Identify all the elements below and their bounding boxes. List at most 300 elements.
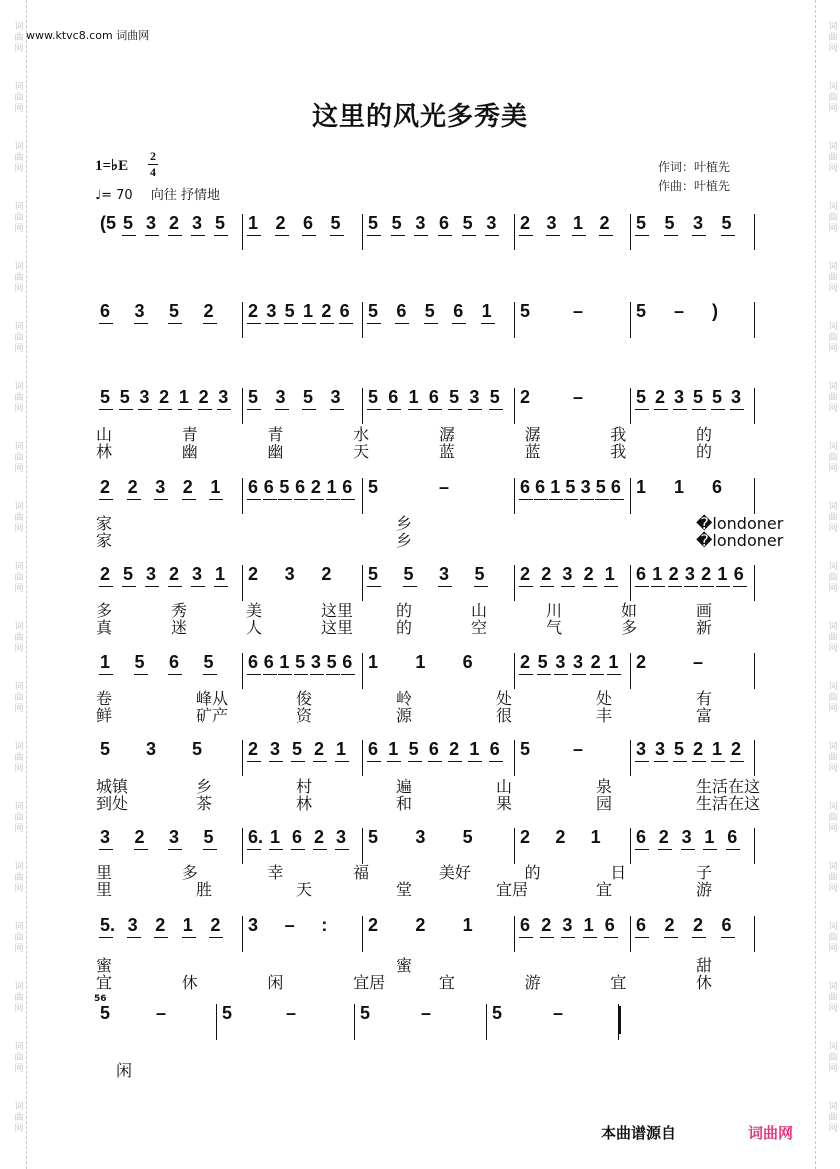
beam-line [265, 323, 279, 324]
note: – [553, 1003, 564, 1023]
note: 3 [439, 564, 450, 584]
beam-line [604, 586, 618, 587]
watermark-glyph: 词 曲 网 [14, 922, 24, 954]
beam-line [599, 235, 613, 236]
note: 2 [198, 387, 209, 407]
lyric-word: 的 [524, 863, 541, 882]
note: 6 [636, 827, 647, 847]
beam-line [673, 761, 687, 762]
lyric-line [96, 531, 784, 552]
beam-line [302, 323, 316, 324]
lyric-word: 堂 [396, 880, 413, 899]
beam-line [198, 409, 212, 410]
lyric-word: 有 [696, 689, 713, 708]
note: 5 [537, 652, 548, 672]
note: 1 [704, 827, 715, 847]
note: 3 [218, 387, 229, 407]
beam-line [534, 499, 548, 500]
beam-line [269, 849, 283, 850]
note: 2 [520, 827, 531, 847]
lyric-line [96, 794, 761, 815]
composer: 作曲：叶植先 [658, 179, 731, 193]
beam-line [326, 499, 340, 500]
beam-line [203, 849, 217, 850]
lyric-word: 富 [696, 706, 713, 725]
note: 5 [192, 739, 203, 759]
beam-line [549, 499, 563, 500]
note: 5 [565, 477, 576, 497]
lyric-word: 游 [696, 880, 713, 899]
note: 3 [681, 827, 692, 847]
beam-line [635, 409, 649, 410]
note: 2 [664, 915, 675, 935]
beam-line [99, 409, 113, 410]
note: 2 [368, 915, 379, 935]
beam-line [489, 409, 503, 410]
beam-line [726, 849, 740, 850]
note: 1 [326, 477, 337, 497]
note: 5 [595, 477, 606, 497]
beam-line [134, 674, 148, 675]
watermark-glyph: 词 曲 网 [828, 1102, 838, 1134]
beam-line [145, 235, 159, 236]
note: 1 [550, 477, 561, 497]
bar-line [514, 214, 515, 250]
note: 2 [127, 477, 138, 497]
note: 2 [275, 213, 286, 233]
watermark-glyph: 词 曲 网 [828, 202, 838, 234]
beam-line [330, 235, 344, 236]
lyric-word: 多 [96, 601, 113, 620]
bar-line [630, 565, 631, 601]
bar-line [514, 653, 515, 689]
watermark-glyph: 词 曲 网 [828, 982, 838, 1014]
note: 6 [462, 652, 473, 672]
bar-line [362, 478, 363, 514]
beam-line [158, 409, 172, 410]
beam-line [635, 235, 649, 236]
beam-line [263, 499, 277, 500]
note: ) [712, 301, 718, 321]
watermark-glyph: 词 曲 网 [828, 802, 838, 834]
beam-line [428, 409, 442, 410]
note: 2 [693, 739, 704, 759]
watermark-glyph: 词 曲 网 [14, 562, 24, 594]
bar-line [362, 388, 363, 424]
note: 3 [146, 564, 157, 584]
note: 2 [693, 915, 704, 935]
beam-line [716, 586, 730, 587]
beam-line [519, 235, 533, 236]
watermark-glyph: 词 曲 网 [14, 262, 24, 294]
lyric-word: 迷 [171, 618, 188, 637]
note: 5 [368, 301, 379, 321]
note: 6 [439, 213, 450, 233]
note: 5 [100, 1003, 111, 1023]
note: 2 [655, 387, 666, 407]
note: 5 [368, 477, 379, 497]
watermark-glyph: 词 曲 网 [14, 442, 24, 474]
lyric-line [96, 619, 756, 639]
note: 5 [295, 652, 306, 672]
note: 1 [415, 652, 426, 672]
stave-system [96, 738, 756, 778]
bar-line [242, 653, 243, 689]
note: 5 [292, 739, 303, 759]
lyric-word: 潺 [438, 425, 455, 444]
beam-line [99, 937, 113, 938]
note: 5 [636, 213, 647, 233]
note: 1 [279, 652, 290, 672]
note: : [321, 915, 328, 935]
beam-line [367, 761, 381, 762]
beam-line [635, 937, 649, 938]
lyric-word: 潺 [524, 425, 541, 444]
lyric-word: 和 [396, 794, 413, 813]
note: 6 [712, 477, 723, 497]
system-marker: 56 [94, 994, 107, 1004]
bar-line [630, 916, 631, 952]
lyric-word: 宜居 [496, 880, 529, 899]
lyric-word: 人 [246, 618, 263, 637]
note: 5 [474, 564, 485, 584]
lyric-word: 日 [610, 863, 627, 882]
lyric-word: 山 [496, 777, 513, 796]
bar-line [514, 388, 515, 424]
watermark-glyph: 词 曲 网 [828, 742, 838, 774]
lyric-word: 的 [696, 442, 713, 461]
note: 5 [449, 387, 460, 407]
beam-line [730, 761, 744, 762]
lyric-word: 乡 [196, 777, 213, 796]
stave-system [96, 476, 756, 516]
note: 3 [270, 739, 281, 759]
bar-line [630, 214, 631, 250]
lyric-word: 乡 [396, 514, 413, 533]
bar-line [242, 478, 243, 514]
stave-system [96, 386, 756, 426]
note: 2 [583, 564, 594, 584]
beam-line [635, 849, 649, 850]
beam-line [341, 674, 355, 675]
beam-line [448, 761, 462, 762]
lyric-word: 蓝 [438, 442, 455, 461]
beam-line [664, 235, 678, 236]
lyric-word: 城镇 [96, 777, 129, 796]
beam-line [684, 586, 698, 587]
lyric-word: 甜 [696, 956, 713, 975]
note: 3 [266, 301, 277, 321]
beam-line [681, 849, 695, 850]
note: 6 [248, 652, 259, 672]
note: 3 [336, 827, 347, 847]
note: 1 [590, 827, 601, 847]
note: 3 [674, 387, 685, 407]
beam-line [711, 409, 725, 410]
note: 5 [330, 213, 341, 233]
note: 1 [712, 739, 723, 759]
note: 6 [263, 652, 274, 672]
note: 3 [169, 827, 180, 847]
note: 5 [134, 652, 145, 672]
note: 5 [169, 301, 180, 321]
beam-line [154, 937, 168, 938]
note: 3 [139, 387, 150, 407]
beam-line [313, 761, 327, 762]
note: 3 [562, 915, 573, 935]
beam-line [580, 499, 594, 500]
beam-line [127, 499, 141, 500]
bar-line [362, 653, 363, 689]
lyric-line [96, 443, 756, 463]
note: 3 [284, 564, 295, 584]
note: 5 [462, 213, 473, 233]
beam-line [733, 586, 747, 587]
watermark-glyph: 词 曲 网 [828, 1042, 838, 1074]
footer-brand[interactable]: 词曲网 [748, 1124, 794, 1142]
beam-line [367, 235, 381, 236]
footer-source: 本曲谱源自 [601, 1124, 677, 1142]
stave-system [94, 994, 756, 1042]
note: 2 [248, 564, 259, 584]
bar-line [362, 740, 363, 776]
bar-line [242, 828, 243, 864]
beam-line [519, 499, 533, 500]
beam-line [99, 674, 113, 675]
note: 6 [489, 739, 500, 759]
note: 3 [100, 827, 111, 847]
beam-line [654, 409, 668, 410]
note: 5 [636, 387, 647, 407]
watermark-glyph: 词 曲 网 [828, 142, 838, 174]
bar-line [630, 302, 631, 338]
note: 1 [215, 564, 226, 584]
beam-line [700, 586, 714, 587]
beam-line [564, 499, 578, 500]
note: 2 [668, 564, 679, 584]
beam-line [294, 499, 308, 500]
note: 2 [314, 827, 325, 847]
beam-line [247, 761, 261, 762]
bar-line [754, 653, 755, 689]
lyric-word: 天 [296, 880, 313, 899]
stave-system [96, 651, 756, 691]
watermark-glyph: 词 曲 网 [14, 322, 24, 354]
bar-line [514, 916, 515, 952]
beam-line [519, 586, 533, 587]
watermark-glyph: 词 曲 网 [14, 802, 24, 834]
note: 6 [342, 477, 353, 497]
lyric-word: 蜜 [96, 956, 113, 975]
note: 5 [636, 301, 647, 321]
beam-line [127, 937, 141, 938]
note: 2 [541, 564, 552, 584]
beam-line [168, 235, 182, 236]
beam-line [294, 674, 308, 675]
beam-line [403, 586, 417, 587]
note: 5 [203, 652, 214, 672]
bar-line [754, 565, 755, 601]
lyric-word: 里 [96, 863, 113, 882]
beam-line [335, 849, 349, 850]
beam-line [367, 323, 381, 324]
note: 5 [408, 739, 419, 759]
note: 1 [303, 301, 314, 321]
watermark-glyph: 词 曲 网 [14, 682, 24, 714]
note: 2 [314, 739, 325, 759]
note: 5 [368, 387, 379, 407]
beam-line [391, 235, 405, 236]
beam-line [278, 499, 292, 500]
lyric-word: 新 [696, 618, 713, 637]
watermark-glyph: 词 曲 网 [828, 262, 838, 294]
lyric-word: 宜 [438, 973, 455, 992]
beam-line [424, 323, 438, 324]
bar-line [514, 565, 515, 601]
note: 3 [573, 652, 584, 672]
beam-line [284, 323, 298, 324]
note: – [573, 387, 584, 407]
note: – [674, 301, 685, 321]
beam-line [664, 937, 678, 938]
beam-line [387, 761, 401, 762]
bar-line [514, 302, 515, 338]
note: – [421, 1003, 432, 1023]
beam-line [692, 937, 706, 938]
lyric-word: 我 [610, 425, 627, 444]
site-url[interactable]: www.ktvc8.com 词曲网 [26, 29, 150, 42]
beam-line [730, 409, 744, 410]
beam-line [692, 409, 706, 410]
lyric-word: 家 [96, 531, 113, 550]
beam-line [635, 761, 649, 762]
note: 5 [284, 301, 295, 321]
note: 3 [127, 915, 138, 935]
lyric-word: �londoner [696, 531, 784, 550]
note: 3 [310, 652, 321, 672]
beam-line [452, 323, 466, 324]
lyric-word: 休 [181, 973, 198, 992]
lyric-word: 游 [524, 973, 541, 992]
watermark-glyph: 词 曲 网 [828, 502, 838, 534]
beam-line [395, 323, 409, 324]
beam-line [583, 937, 597, 938]
lyric-word: 蜜 [396, 956, 413, 975]
bar-line [242, 565, 243, 601]
note: 6 [610, 477, 621, 497]
beam-line [326, 674, 340, 675]
lyric-word: 闲 [116, 1061, 133, 1080]
note: – [573, 301, 584, 321]
bar-line [362, 916, 363, 952]
beam-line [168, 674, 182, 675]
note: 1 [573, 213, 584, 233]
beam-line [408, 761, 422, 762]
note: 1 [368, 652, 379, 672]
note: 1 [717, 564, 728, 584]
note: 3 [580, 477, 591, 497]
bar-line [754, 740, 755, 776]
note: 2 [590, 652, 601, 672]
lyric-word: 到处 [96, 794, 129, 813]
note: 6 [721, 915, 732, 935]
lyric-word: 蓝 [524, 442, 541, 461]
bar-line [630, 388, 631, 424]
note: 2 [248, 739, 259, 759]
note: 5 [492, 1003, 503, 1023]
stave-system [96, 563, 756, 603]
watermark-glyph: 词 曲 网 [14, 862, 24, 894]
bar-line [242, 740, 243, 776]
note: 2 [520, 652, 531, 672]
note: 5 [123, 564, 134, 584]
beam-line [247, 409, 261, 410]
note: 5 [123, 213, 134, 233]
lyric-word: 资 [296, 706, 313, 725]
watermark-glyph: 词 曲 网 [14, 22, 24, 54]
beam-line [607, 674, 621, 675]
beam-line [438, 586, 452, 587]
lyric-line [96, 1062, 756, 1082]
note: 2 [321, 301, 332, 321]
lyric-word: 美 [246, 601, 263, 620]
note: – [284, 915, 295, 935]
note: 5 [119, 387, 130, 407]
stave-system [96, 300, 756, 340]
beam-line [247, 235, 261, 236]
beam-line [182, 499, 196, 500]
note: 2 [155, 915, 166, 935]
beam-line [335, 761, 349, 762]
note: 5 [424, 301, 435, 321]
watermark-glyph: 词 曲 网 [828, 82, 838, 114]
note: 6 [342, 652, 353, 672]
note: 1 [636, 477, 647, 497]
watermark-glyph: 词 曲 网 [14, 82, 24, 114]
bar-line [630, 740, 631, 776]
beam-line [462, 235, 476, 236]
note: 2 [415, 915, 426, 935]
note: 1 [481, 301, 492, 321]
note: 2 [599, 213, 610, 233]
watermark-glyph: 词 曲 网 [14, 142, 24, 174]
note: 3 [192, 564, 203, 584]
note: 5 [462, 827, 473, 847]
note: 6 [100, 301, 111, 321]
beam-line [595, 499, 609, 500]
key-signature: 1=♭E [95, 158, 129, 174]
note: 5 [326, 652, 337, 672]
note: 5. [100, 915, 116, 935]
note: 1 [182, 915, 193, 935]
beam-line [414, 235, 428, 236]
beam-line [168, 586, 182, 587]
lyric-word: 林 [96, 442, 113, 461]
note: 1 [178, 387, 189, 407]
beam-line [99, 849, 113, 850]
beam-line [658, 849, 672, 850]
note: 5 [368, 564, 379, 584]
beam-line [341, 499, 355, 500]
note: 5 [520, 301, 531, 321]
beam-line [572, 674, 586, 675]
lyric-word: 胜 [196, 880, 213, 899]
watermark-glyph: 词 曲 网 [828, 382, 838, 414]
lyric-word: 多 [621, 618, 638, 637]
bar-line [362, 214, 363, 250]
beam-line [278, 674, 292, 675]
bar-line [362, 565, 363, 601]
